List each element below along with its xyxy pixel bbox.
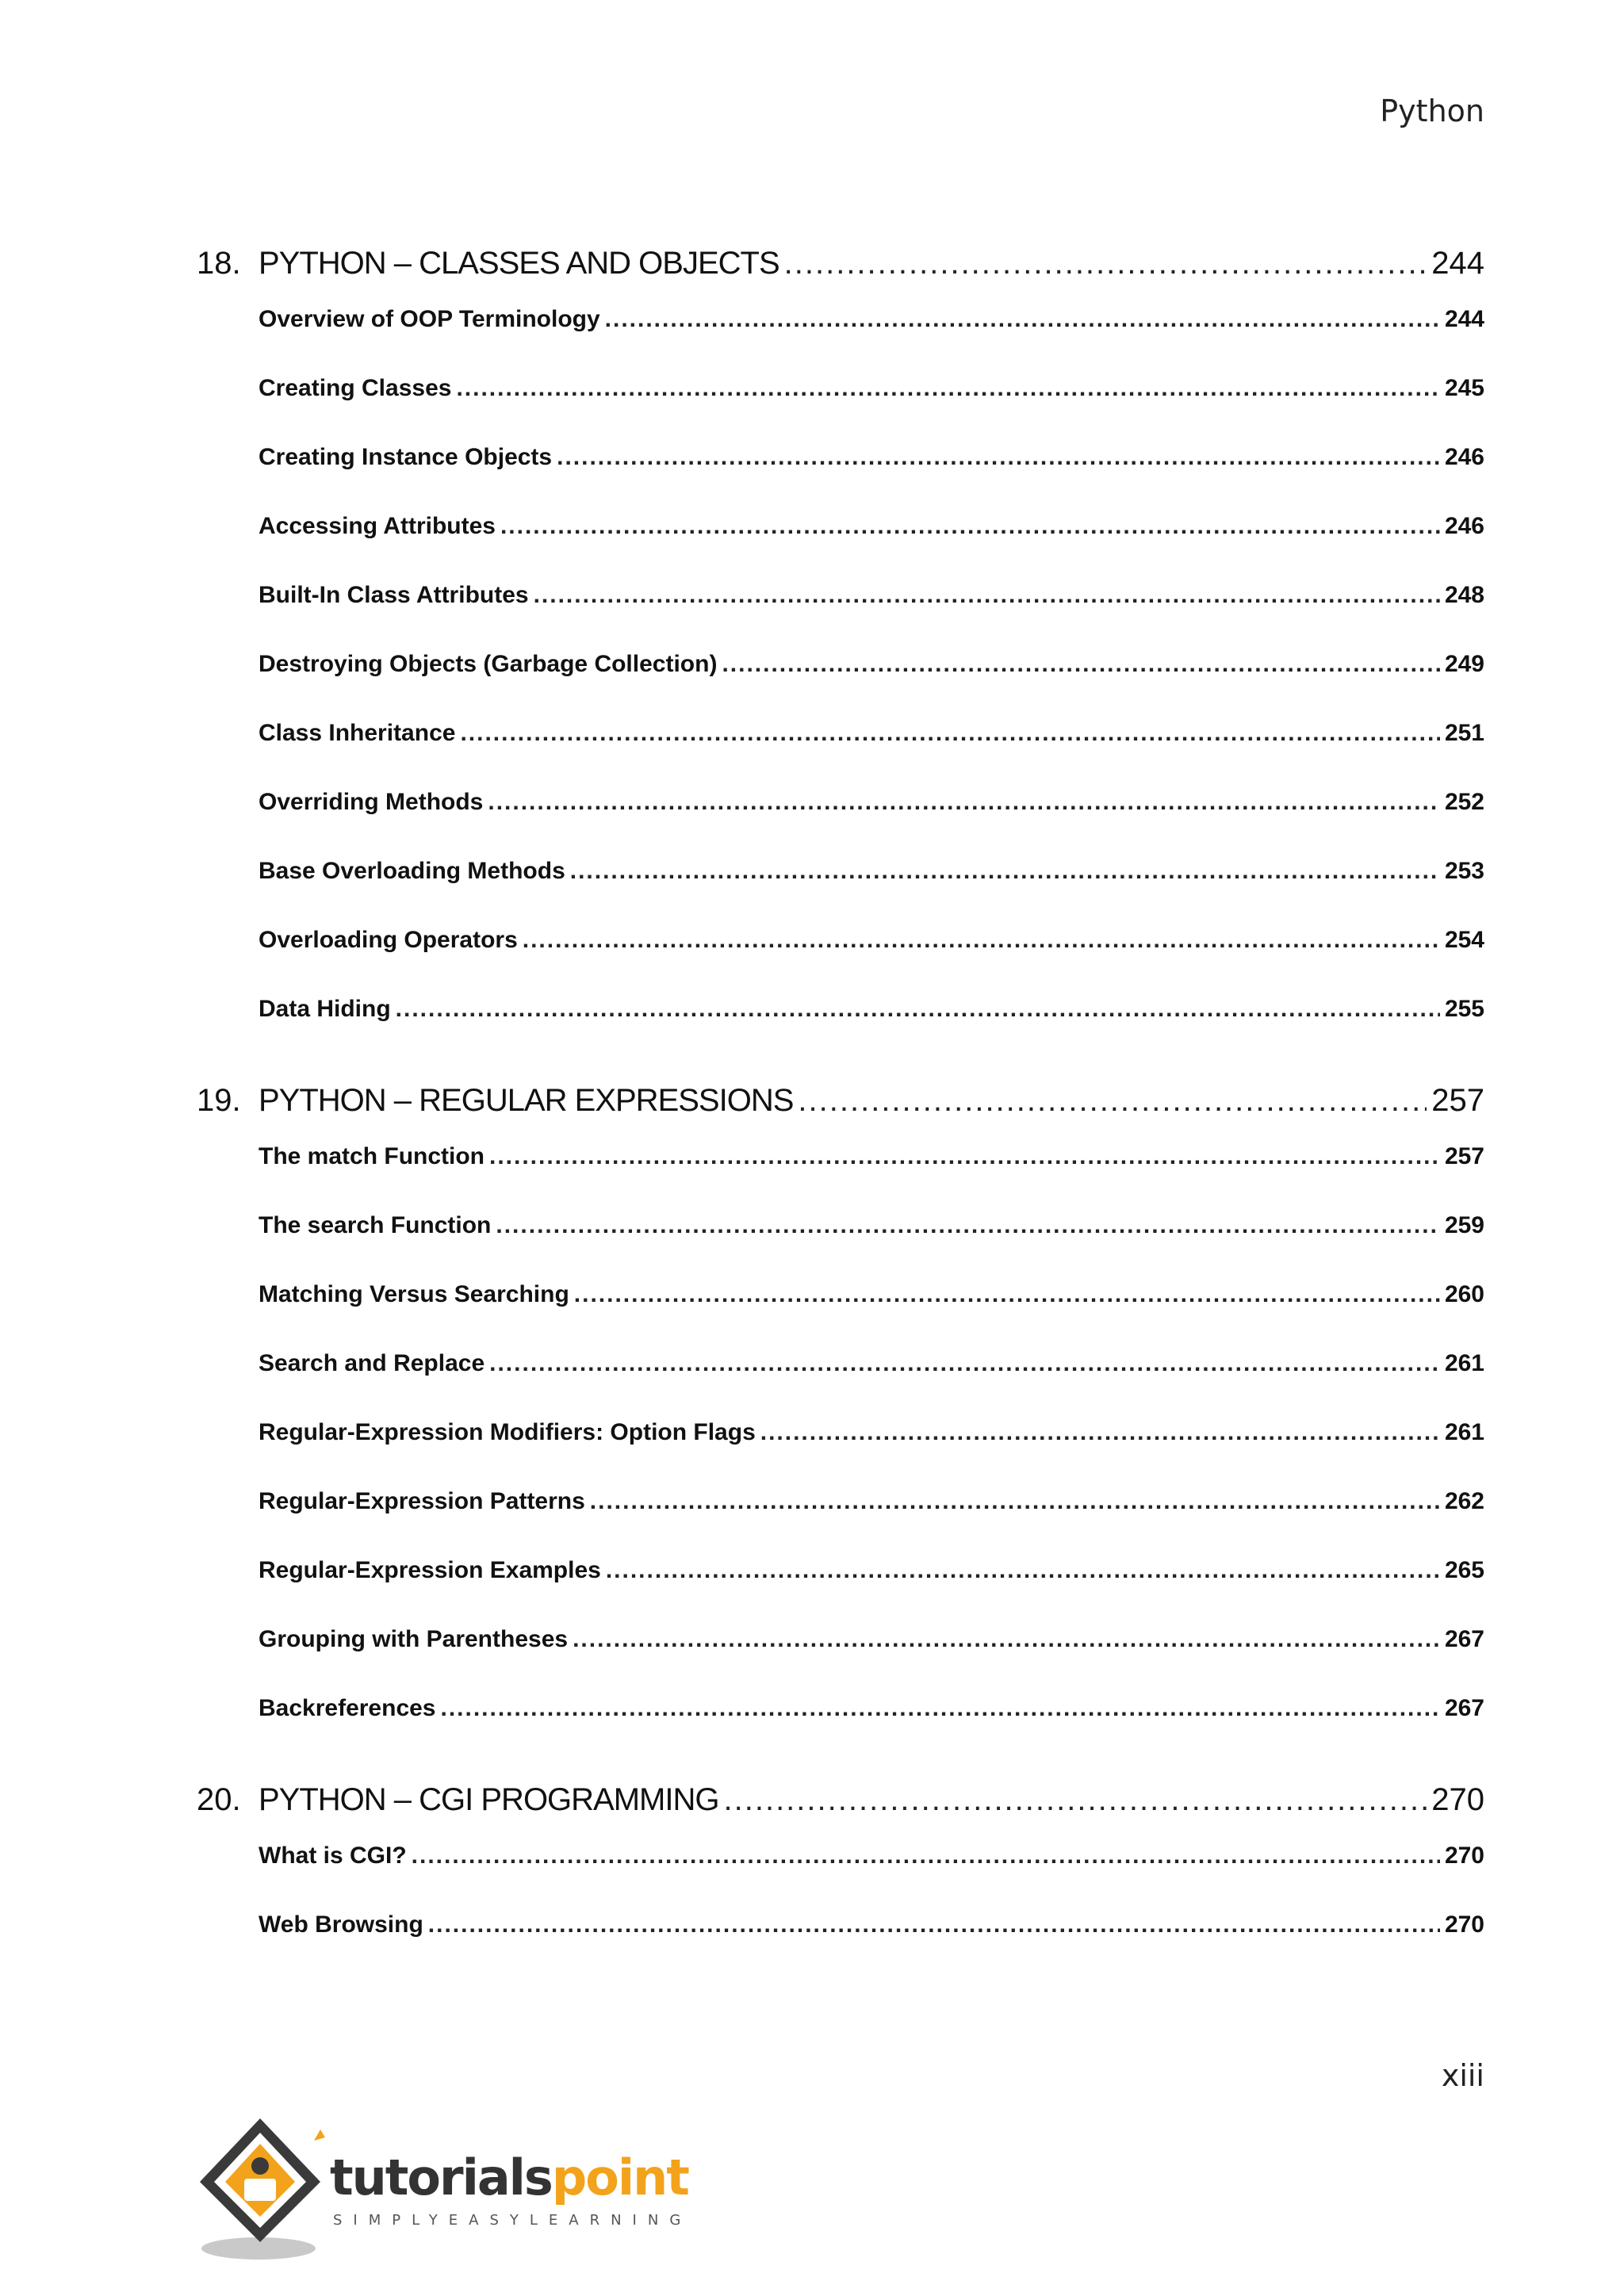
toc-section-row[interactable] — [197, 582, 1484, 651]
toc-section-row[interactable] — [197, 1626, 1484, 1695]
section-page: 248 — [1444, 582, 1484, 608]
dot-leader — [760, 1419, 1440, 1446]
section-page: 265 — [1444, 1557, 1484, 1583]
section-title: Data Hiding — [259, 996, 391, 1022]
toc-section-row[interactable] — [197, 1695, 1484, 1774]
section-page: 267 — [1444, 1695, 1484, 1721]
section-page: 253 — [1444, 858, 1484, 884]
section-title: Accessing Attributes — [259, 513, 496, 539]
logo-wordmark: tutorialspoint — [330, 2149, 688, 2206]
dot-leader — [489, 1350, 1440, 1377]
section-page: 245 — [1444, 375, 1484, 401]
chapter-title: PYTHON – REGULAR EXPRESSIONS — [259, 1083, 794, 1118]
section-page: 270 — [1444, 1843, 1484, 1869]
dot-leader — [798, 1083, 1427, 1119]
dot-leader — [396, 996, 1440, 1023]
toc-chapter-row[interactable] — [197, 1782, 1484, 1843]
dot-leader — [441, 1695, 1440, 1722]
section-page: 249 — [1444, 651, 1484, 677]
chapter-page: 270 — [1431, 1782, 1484, 1817]
toc-section-row[interactable] — [197, 1281, 1484, 1350]
dot-leader — [570, 858, 1440, 885]
toc-section-row[interactable] — [197, 858, 1484, 927]
section-title: The search Function — [259, 1212, 492, 1238]
section-title: Matching Versus Searching — [259, 1281, 569, 1307]
dot-leader — [489, 1143, 1440, 1170]
toc-section-row[interactable] — [197, 720, 1484, 789]
dot-leader — [574, 1281, 1440, 1308]
section-title: Backreferences — [259, 1695, 436, 1721]
page-number: xiii — [1441, 2058, 1484, 2093]
chapter-number: 20. — [197, 1782, 241, 1817]
section-title: Overriding Methods — [259, 789, 484, 815]
section-page: 246 — [1444, 513, 1484, 539]
section-title: Creating Classes — [259, 375, 452, 401]
toc-section-row[interactable] — [197, 306, 1484, 375]
section-title: Regular-Expression Patterns — [259, 1488, 585, 1514]
toc-section-row[interactable] — [197, 1843, 1484, 1911]
chapter-number: 19. — [197, 1083, 241, 1118]
toc-chapter-row[interactable] — [197, 246, 1484, 306]
dot-leader — [722, 651, 1440, 678]
section-title: Regular-Expression Examples — [259, 1557, 601, 1583]
toc-section-row[interactable] — [197, 1212, 1484, 1281]
running-header: Python — [1380, 94, 1484, 128]
dot-leader — [456, 375, 1439, 402]
section-title: Overview of OOP Terminology — [259, 306, 600, 332]
toc-chapter-row[interactable] — [197, 1083, 1484, 1143]
table-of-contents — [197, 238, 1484, 1991]
section-page: 252 — [1444, 789, 1484, 815]
section-page: 246 — [1444, 444, 1484, 470]
toc-section-row[interactable] — [197, 1419, 1484, 1488]
dot-leader — [784, 246, 1427, 281]
chapter-title: PYTHON – CGI PROGRAMMING — [259, 1782, 719, 1817]
section-title: Grouping with Parentheses — [259, 1626, 569, 1652]
toc-section-row[interactable] — [197, 651, 1484, 720]
section-page: 261 — [1444, 1350, 1484, 1376]
toc-section-row[interactable] — [197, 1911, 1484, 1991]
dot-leader — [460, 720, 1440, 747]
dot-leader — [488, 789, 1440, 816]
dot-leader — [590, 1488, 1440, 1515]
section-page: 261 — [1444, 1419, 1484, 1445]
section-title: Search and Replace — [259, 1350, 485, 1376]
toc-section-row[interactable] — [197, 513, 1484, 582]
section-page: 267 — [1444, 1626, 1484, 1652]
toc-section-row[interactable] — [197, 927, 1484, 996]
dot-leader — [606, 1557, 1440, 1584]
chapter-page: 257 — [1431, 1083, 1484, 1118]
toc-section-row[interactable] — [197, 375, 1484, 444]
toc-section-row[interactable] — [197, 444, 1484, 513]
dot-leader — [496, 1212, 1440, 1239]
chapter-page: 244 — [1431, 246, 1484, 281]
toc-section-row[interactable] — [197, 996, 1484, 1075]
section-page: 262 — [1444, 1488, 1484, 1514]
section-title: Built-In Class Attributes — [259, 582, 529, 608]
section-page: 244 — [1444, 306, 1484, 332]
section-title: Regular-Expression Modifiers: Option Flags — [259, 1419, 756, 1445]
dot-leader — [500, 513, 1440, 540]
section-page: 259 — [1444, 1212, 1484, 1238]
logo-diamond-icon — [195, 2109, 338, 2267]
dot-leader — [523, 927, 1440, 954]
section-page: 251 — [1444, 720, 1484, 746]
dot-leader — [573, 1626, 1440, 1653]
section-page: 255 — [1444, 996, 1484, 1022]
section-page: 254 — [1444, 927, 1484, 953]
toc-section-row[interactable] — [197, 1557, 1484, 1626]
section-title: Destroying Objects (Garbage Collection) — [259, 651, 718, 677]
section-title: Base Overloading Methods — [259, 858, 565, 884]
section-title: Overloading Operators — [259, 927, 518, 953]
toc-section-row[interactable] — [197, 1350, 1484, 1419]
dot-leader — [412, 1843, 1440, 1869]
chapter-number: 18. — [197, 246, 241, 281]
section-page: 270 — [1444, 1911, 1484, 1938]
dot-leader — [605, 306, 1440, 333]
toc-section-row[interactable] — [197, 789, 1484, 858]
dot-leader — [428, 1911, 1440, 1938]
section-title: The match Function — [259, 1143, 485, 1169]
section-title: Class Inheritance — [259, 720, 456, 746]
section-title: What is CGI? — [259, 1843, 407, 1869]
section-title: Creating Instance Objects — [259, 444, 553, 470]
section-title: Web Browsing — [259, 1911, 423, 1938]
logo-tagline: SIMPLYEASYLEARNING — [333, 2212, 692, 2229]
tutorialspoint-logo — [195, 2109, 692, 2267]
toc-section-row[interactable] — [197, 1488, 1484, 1557]
section-page: 257 — [1444, 1143, 1484, 1169]
dot-leader — [534, 582, 1440, 609]
dot-leader — [724, 1782, 1427, 1818]
dot-leader — [557, 444, 1440, 471]
section-page: 260 — [1444, 1281, 1484, 1307]
chapter-title: PYTHON – CLASSES AND OBJECTS — [259, 246, 779, 281]
toc-section-row[interactable] — [197, 1143, 1484, 1212]
